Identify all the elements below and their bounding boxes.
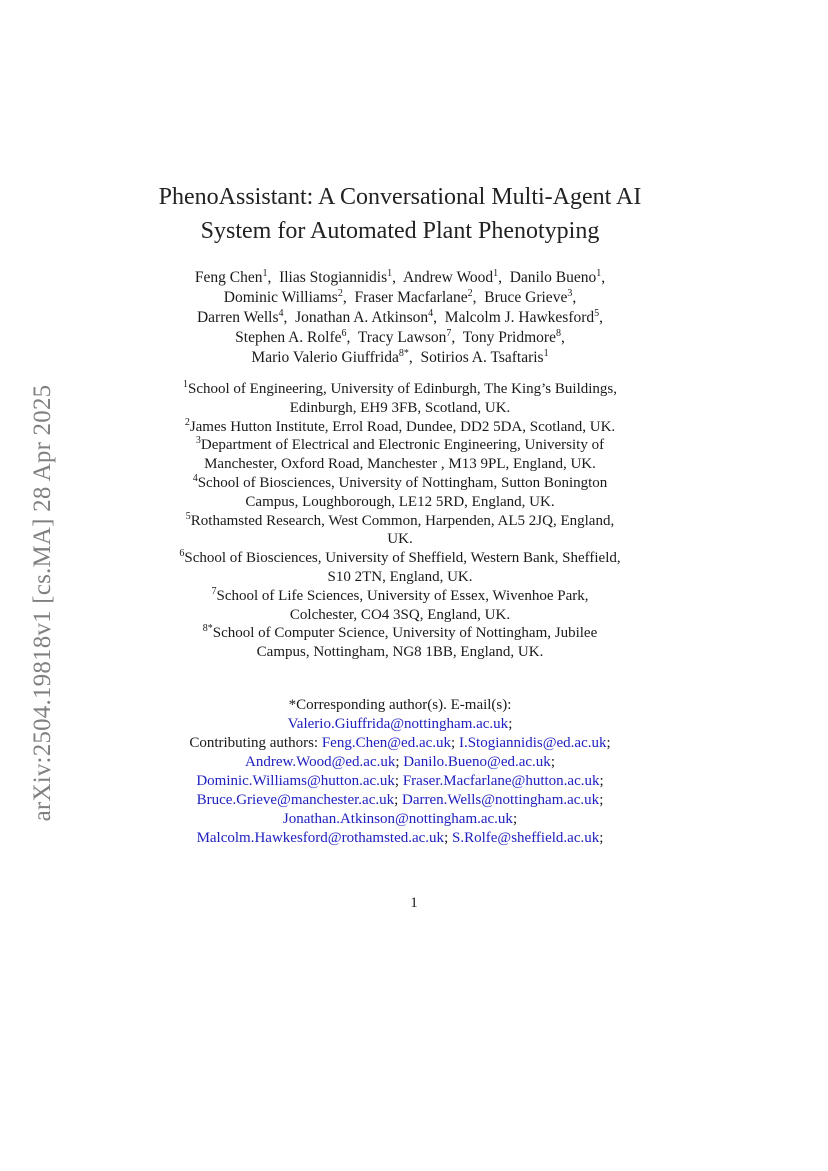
email-link[interactable]: S.Rolfe@sheffield.ac.uk — [451, 829, 600, 846]
arxiv-identifier: arXiv:2504.19818v1 [cs.MA] 28 Apr 2025 — [29, 384, 56, 821]
email-link[interactable]: Feng.Chen@ed.ac.uk — [321, 734, 452, 751]
email-link[interactable]: Jonathan.Atkinson@nottingham.ac.uk — [282, 810, 513, 827]
affiliation: $^2$James Hutton Institute, Errol Road, Dundee, DD2 5DA, Scotland, UK. — [184, 416, 616, 435]
author: Stephen A. Rolfe$^6$, — [235, 327, 351, 346]
affiliation: $^1$School of Engineering, University of Edinburgh, The King’s Buildings, Edinburgh, EH9 3FB, Scotland, UK. — [183, 379, 617, 416]
affiliation: $^4$School of Biosciences, University of Nottingham, Sutton Bonington Campus, Loughborough, LE12 5RD, England, UK. — [192, 472, 608, 510]
affiliation: $^7$School of Life Sciences, University of Essex, Wivenhoe Park, Colchester, CO4 3SQ, England, UK. — [211, 585, 589, 623]
author: Feng Chen$^1$, — [194, 267, 272, 286]
author: Mario Valerio Giuffrida$^{8*}$, — [251, 347, 413, 366]
author: Tracy Lawson$^7$, — [357, 327, 456, 346]
title-line-1: PhenoAssistant: A Conversational Multi-Agent AI — [158, 184, 642, 210]
email-link[interactable]: Malcolm.Hawkesford@rothamsted.ac.uk — [196, 829, 445, 846]
arxiv-sidebar — [26, 355, 60, 850]
author: Dominic Williams$^2$, — [223, 287, 347, 306]
title-line-2: System for Automated Plant Phenotyping — [200, 218, 600, 244]
email-link[interactable]: Bruce.Grieve@manchester.ac.uk — [196, 791, 395, 808]
author: Bruce Grieve$^3$, — [484, 287, 577, 306]
affiliation: $^{8*}$School of Computer Science, University of Nottingham, Jubilee Campus, Nottingham, NG8 1BB, England, UK. — [202, 623, 598, 661]
author: Fraser Macfarlane$^2$, — [354, 287, 477, 306]
affiliation: $^3$Department of Electrical and Electronic Engineering, University of Manchester, Oxford Road, Manchester , M13 9PL, England, UK. — [195, 435, 605, 473]
author: Malcolm J. Hawkesford$^5$, — [444, 307, 604, 326]
email-link[interactable]: Darren.Wells@nottingham.ac.uk — [402, 791, 600, 808]
author: Danilo Bueno$^1$, — [509, 267, 606, 286]
email-link[interactable]: Dominic.Williams@hutton.ac.uk — [196, 772, 395, 789]
author: Sotirios A. Tsaftaris$^1$ — [420, 347, 549, 366]
author: Tony Pridmore$^8$, — [462, 327, 565, 346]
paper-front-matter — [150, 180, 650, 848]
affiliation-list — [150, 380, 650, 662]
email-link-corresponding[interactable]: Valerio.Giuffrida@nottingham.ac.uk — [287, 715, 509, 732]
author: Jonathan A. Atkinson$^4$, — [295, 307, 438, 326]
contributing-label: Contributing authors: — [189, 734, 319, 751]
author: Ilias Stogiannidis$^1$, — [279, 267, 397, 286]
paper-title — [150, 180, 650, 248]
affiliation: $^5$Rothamsted Research, West Common, Harpenden, AL5 2JQ, England, UK. — [185, 510, 615, 548]
correspondence-block: *Corresponding author(s). E-mail(s): Valerio.Giuffrida@nottingham.ac.uk; Contributing authors: Feng.Chen@ed.ac.uk; I.Stogiannidis@ed.ac.uk; Andrew.Wood@ed.ac.uk; Danilo.Bueno@ed.ac.uk; Dominic.Williams@hutton.ac.uk; Fraser.Macfarlane@hutton.ac.uk; Bruce.Grieve@manchester.ac.uk; Darren.Wells@nottingham.ac.uk; Jonathan.Atkinson@nottingham.ac.uk; Malcolm.Hawkesford@rothamsted.ac.uk; S.Rolfe@sheffield.ac.uk; — [189, 696, 611, 846]
corresponding-label: *Corresponding author(s). E-mail(s): — [288, 696, 512, 713]
author-list — [150, 268, 650, 368]
author: Darren Wells$^4$, — [196, 307, 288, 326]
email-link[interactable]: I.Stogiannidis@ed.ac.uk — [458, 734, 607, 751]
page-number: 1 — [410, 895, 418, 911]
email-link[interactable]: Andrew.Wood@ed.ac.uk — [245, 753, 396, 770]
author: Andrew Wood$^1$, — [402, 267, 502, 286]
email-link[interactable]: Danilo.Bueno@ed.ac.uk — [403, 753, 551, 770]
email-link[interactable]: Fraser.Macfarlane@hutton.ac.uk — [402, 772, 600, 789]
affiliation: $^6$School of Biosciences, University of Sheffield, Western Bank, Sheffield, S10 2TN, England, UK. — [179, 548, 621, 585]
